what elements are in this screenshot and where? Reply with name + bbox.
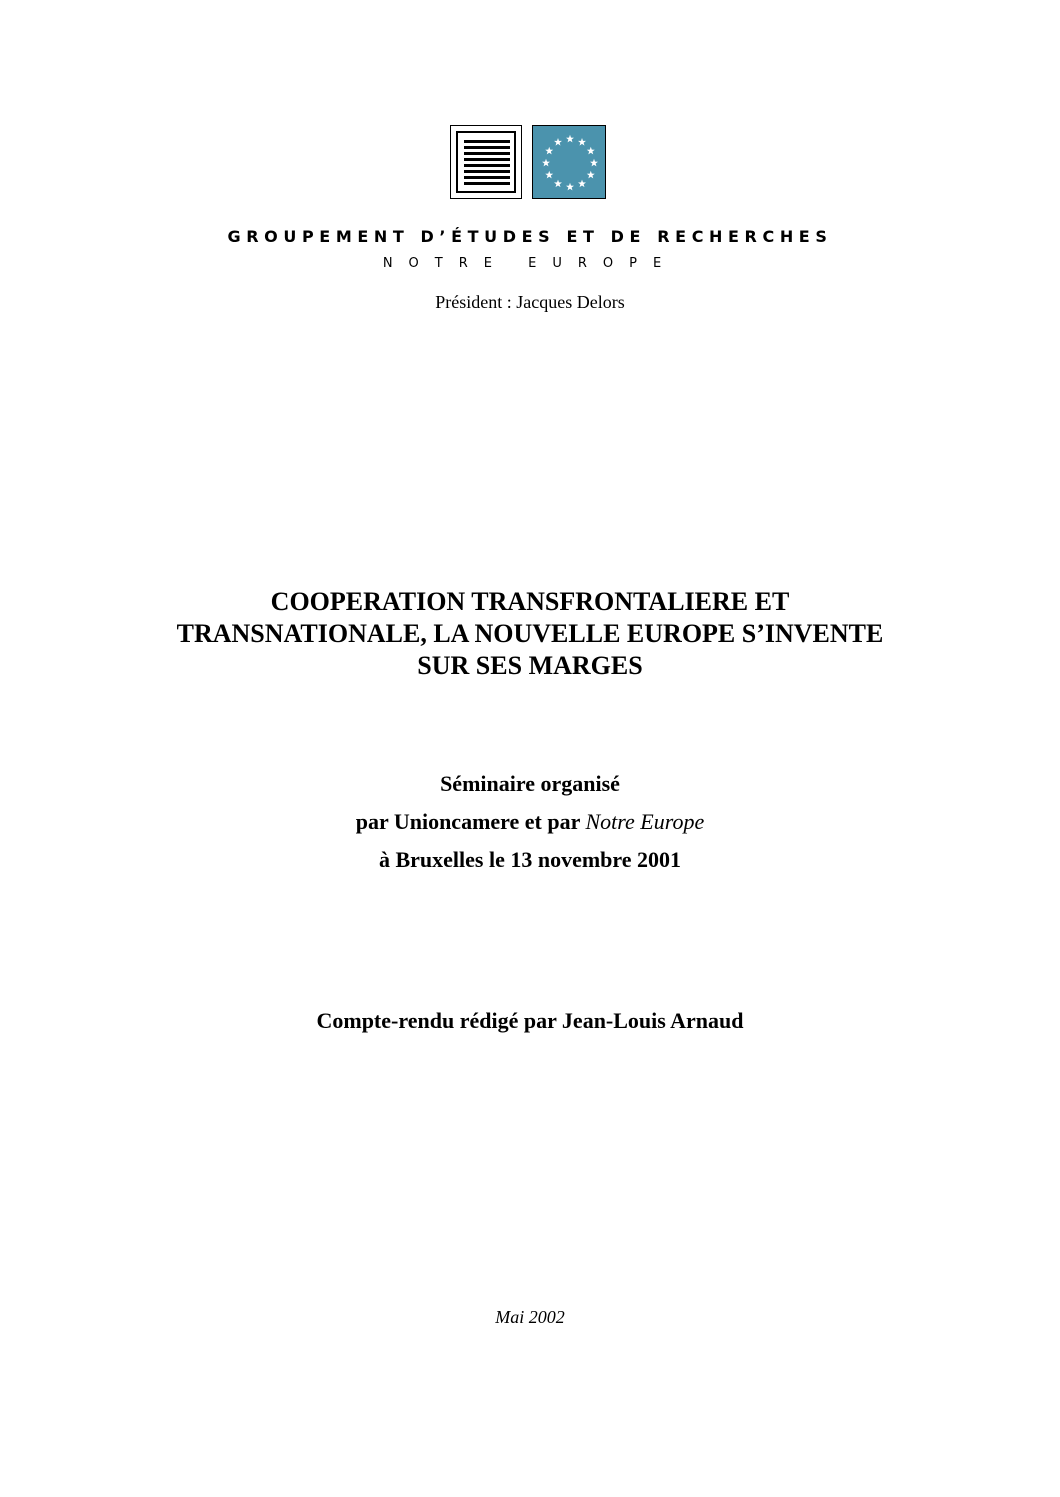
seminar-line: Séminaire organisé — [440, 771, 620, 796]
publication-date: Mai 2002 — [495, 1307, 565, 1327]
document-title — [100, 586, 960, 682]
report-author: Compte-rendu rédigé par Jean-Louis Arnaud — [316, 1008, 744, 1033]
notre-europe-logo — [450, 125, 606, 201]
star-icon — [578, 138, 586, 146]
star-icon — [587, 147, 595, 155]
star-icon — [590, 159, 598, 167]
title-line: TRANSNATIONALE, LA NOUVELLE EUROPE S’INVENTE — [176, 619, 884, 648]
star-icon — [542, 159, 550, 167]
star-icon — [545, 171, 553, 179]
eu-stars-icon — [532, 125, 606, 199]
organization-subtitle: NOTRE EUROPE — [382, 256, 678, 271]
star-icon — [566, 135, 574, 143]
seminar-organizer-italic: Notre Europe — [585, 809, 705, 834]
star-icon — [566, 183, 574, 191]
title-line: SUR SES MARGES — [417, 651, 643, 680]
star-icon — [545, 147, 553, 155]
star-icon — [554, 180, 562, 188]
seminar-info — [100, 765, 960, 879]
seminar-line: à Bruxelles le 13 novembre 2001 — [378, 847, 682, 872]
star-icon — [578, 180, 586, 188]
title-line: COOPERATION TRANSFRONTALIERE ET — [270, 587, 790, 616]
document-lines-icon — [450, 125, 522, 199]
star-icon — [554, 138, 562, 146]
president-line: Président : Jacques Delors — [435, 292, 625, 312]
seminar-organizers: par Unioncamere et par — [355, 809, 586, 834]
seminar-line — [100, 803, 960, 841]
star-icon — [587, 171, 595, 179]
organization-name: GROUPEMENT D’ÉTUDES ET DE RECHERCHES — [227, 227, 833, 246]
